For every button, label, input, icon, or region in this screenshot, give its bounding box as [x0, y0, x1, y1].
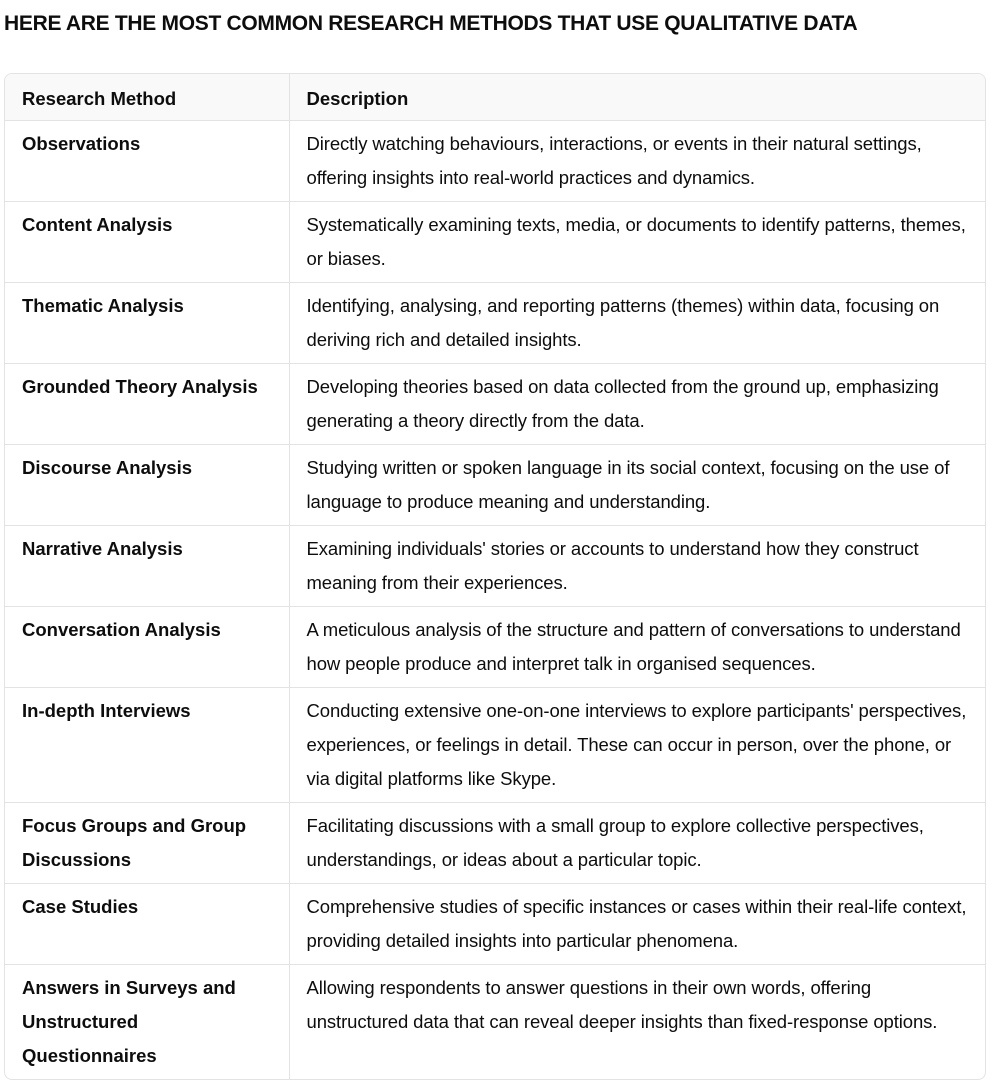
method-cell: Content Analysis [5, 202, 289, 283]
table-row [5, 803, 985, 884]
table-row [5, 364, 985, 445]
description-cell: Allowing respondents to answer questions in their own words, offering unstructured data that can reveal deeper insights than fixed-response options. [289, 965, 985, 1080]
method-cell: Focus Groups and Group Discussions [5, 803, 289, 884]
method-cell: Case Studies [5, 884, 289, 965]
description-cell: Conducting extensive one-on-one interviews to explore participants' perspectives, experiences, or feelings in detail. These can occur in person, over the phone, or via digital platforms like Skype. [289, 688, 985, 803]
table-row [5, 121, 985, 202]
table-header-row [5, 74, 985, 121]
methods-table-container [4, 73, 986, 1080]
description-cell: Comprehensive studies of specific instances or cases within their real-life context, providing detailed insights into particular phenomena. [289, 884, 985, 965]
method-cell: Conversation Analysis [5, 607, 289, 688]
method-cell: Grounded Theory Analysis [5, 364, 289, 445]
description-cell: Systematically examining texts, media, or documents to identify patterns, themes, or biases. [289, 202, 985, 283]
table-row [5, 965, 985, 1080]
table-row [5, 688, 985, 803]
method-cell: In-depth Interviews [5, 688, 289, 803]
table-row [5, 445, 985, 526]
description-cell: Studying written or spoken language in its social context, focusing on the use of language to produce meaning and understanding. [289, 445, 985, 526]
header-description: Description [289, 74, 985, 121]
table-row [5, 283, 985, 364]
description-cell: Facilitating discussions with a small group to explore collective perspectives, understandings, or ideas about a particular topic. [289, 803, 985, 884]
method-cell: Discourse Analysis [5, 445, 289, 526]
method-cell: Narrative Analysis [5, 526, 289, 607]
table-row [5, 202, 985, 283]
description-cell: Developing theories based on data collected from the ground up, emphasizing generating a theory directly from the data. [289, 364, 985, 445]
table-row [5, 884, 985, 965]
page-title: HERE ARE THE MOST COMMON RESEARCH METHODS THAT USE QUALITATIVE DATA [4, 12, 858, 35]
method-cell: Answers in Surveys and Unstructured Questionnaires [22, 977, 236, 1066]
methods-table [5, 74, 985, 1079]
method-cell: Thematic Analysis [5, 283, 289, 364]
method-cell: Observations [5, 121, 289, 202]
description-cell: Identifying, analysing, and reporting patterns (themes) within data, focusing on deriving rich and detailed insights. [289, 283, 985, 364]
table-row [5, 607, 985, 688]
table-row [5, 526, 985, 607]
description-cell: Examining individuals' stories or accounts to understand how they construct meaning from their experiences. [289, 526, 985, 607]
description-cell: A meticulous analysis of the structure and pattern of conversations to understand how people produce and interpret talk in organised sequences. [289, 607, 985, 688]
description-cell: Directly watching behaviours, interactions, or events in their natural settings, offering insights into real-world practices and dynamics. [289, 121, 985, 202]
header-research-method: Research Method [5, 74, 289, 121]
